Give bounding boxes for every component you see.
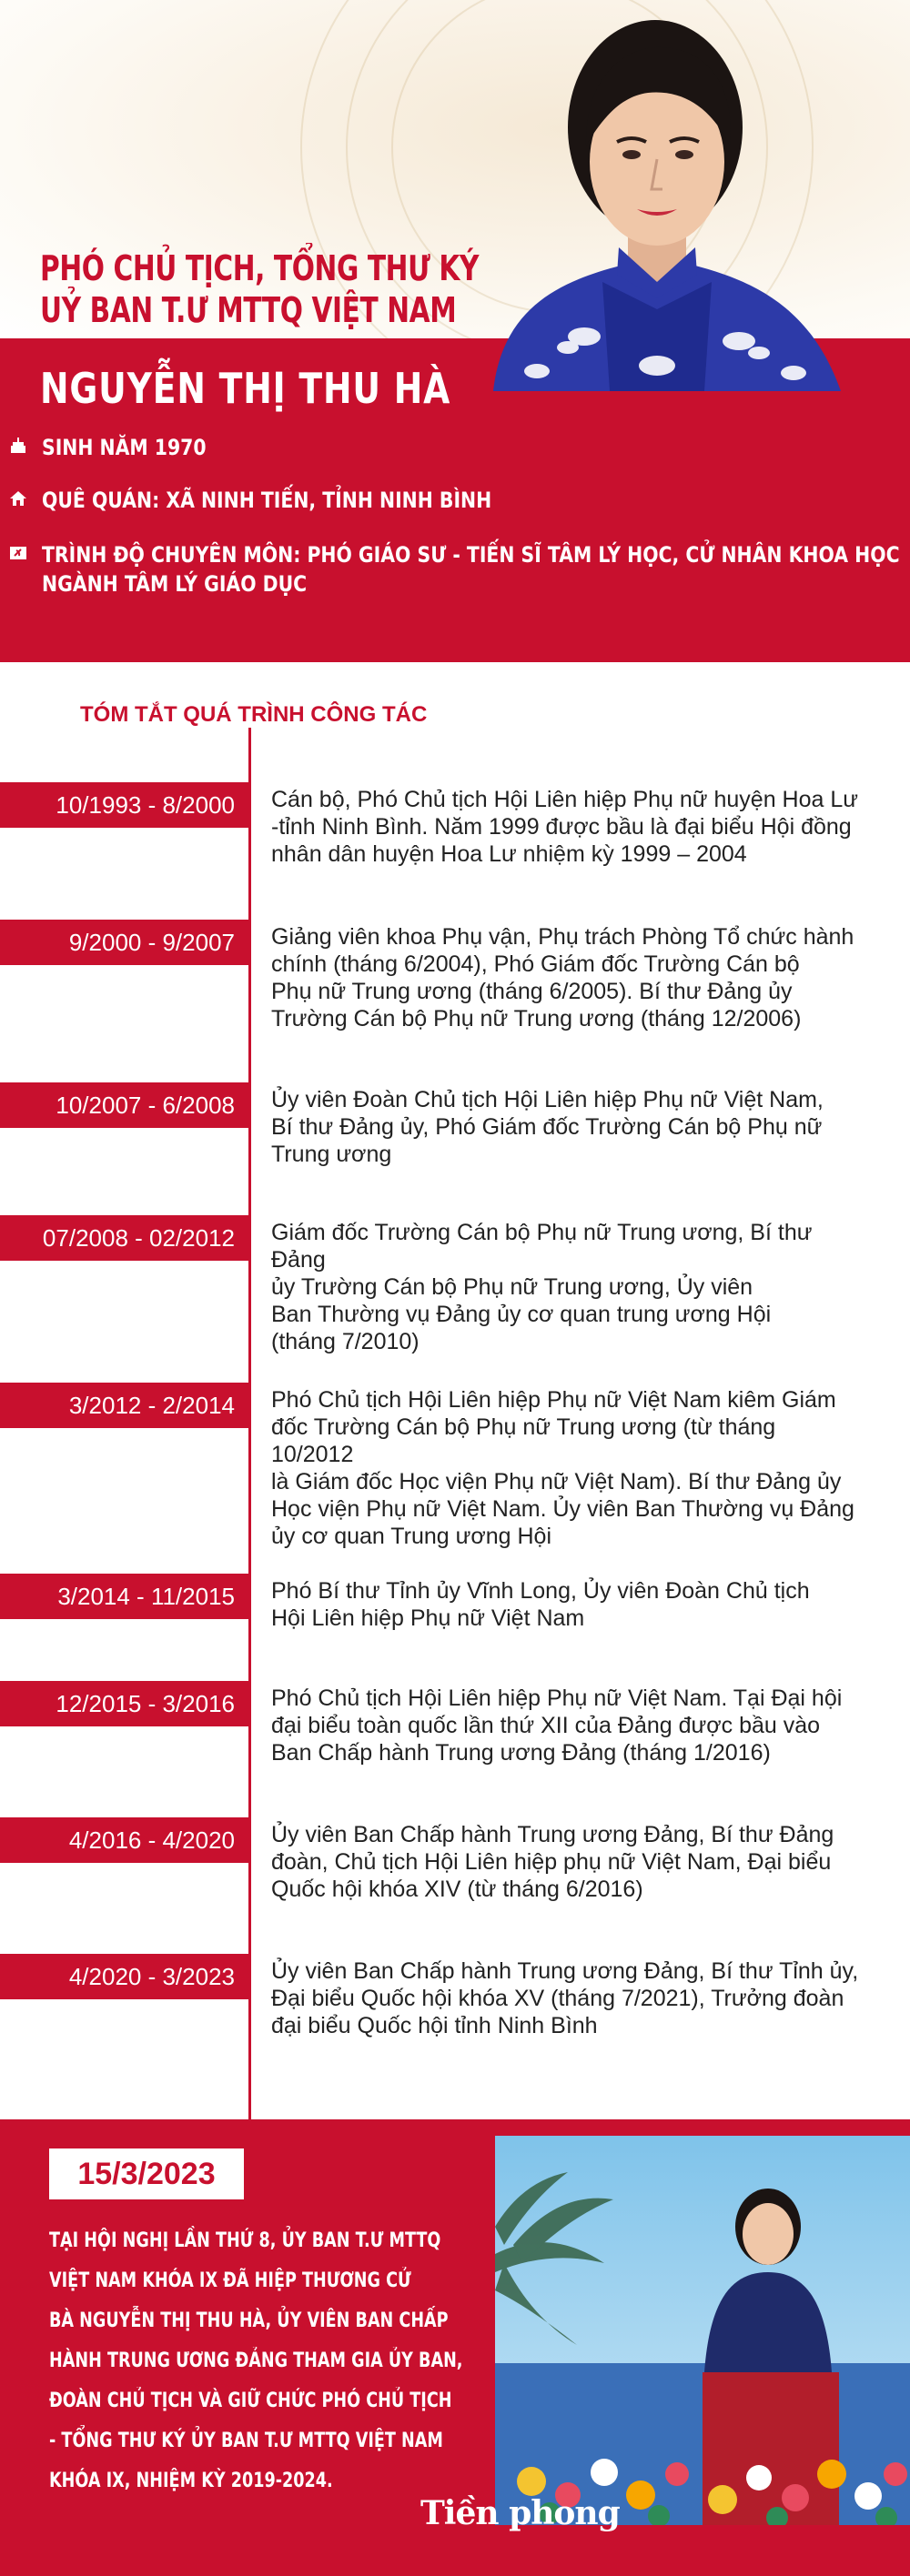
qualification-line-2: NGÀNH TÂM LÝ GIÁO DỤC [42, 571, 308, 597]
election-line: KHÓA IX, NHIỆM KỲ 2019-2024. [49, 2470, 333, 2492]
election-date-badge: 15/3/2023 [49, 2148, 244, 2199]
timeline-date: 10/2007 - 6/2008 [0, 1082, 249, 1128]
position-title-line-1: PHÓ CHỦ TỊCH, TỔNG THƯ KÝ [40, 248, 480, 288]
timeline-date: 07/2008 - 02/2012 [0, 1215, 249, 1261]
timeline-line: Ban Chấp hành Trung ương Đảng (tháng 1/2016) [271, 1740, 771, 1766]
timeline-description [271, 1386, 863, 1550]
timeline-line: Quốc hội khóa XIV (từ tháng 6/2016) [271, 1877, 643, 1902]
timeline-line: đoàn, Chủ tịch Hội Liên hiệp phụ nữ Việt Nam, Đại biểu [271, 1849, 832, 1875]
timeline-date: 4/2020 - 3/2023 [0, 1954, 249, 1999]
timeline-line: Đại biểu Quốc hội khóa XV (tháng 7/2021), Trưởng đoàn [271, 1986, 844, 2011]
timeline-line: Ủy viên Ban Chấp hành Trung ương Đảng, Bí thư Đảng [271, 1822, 834, 1847]
election-section [0, 2119, 910, 2576]
election-line: ĐOÀN CHỦ TỊCH VÀ GIỮ CHỨC PHÓ CHỦ TỊCH [49, 2390, 452, 2412]
party-flag-icon [9, 544, 27, 562]
position-title-line-2: UỶ BAN T.Ư MTTQ VIỆT NAM [40, 290, 457, 330]
election-line: BÀ NGUYỄN THỊ THU HÀ, ỦY VIÊN BAN CHẤP [49, 2309, 449, 2332]
election-description [49, 2221, 504, 2501]
birth-year-text: SINH NĂM 1970 [42, 435, 207, 460]
timeline-line: Bí thư Đảng ủy, Phó Giám đốc Trường Cán bộ Phụ nữ [271, 1114, 823, 1140]
timeline-line: Trường Cán bộ Phụ nữ Trung ương (tháng 12/2006) [271, 1006, 802, 1031]
timeline-line: Hội Liên hiệp Phụ nữ Việt Nam [271, 1605, 585, 1631]
info-qualification [9, 540, 910, 599]
election-line: TẠI HỘI NGHỊ LẦN THỨ 8, ỦY BAN T.Ư MTTQ [49, 2229, 441, 2252]
timeline-date: 3/2012 - 2/2014 [0, 1383, 249, 1428]
timeline-line: Giảng viên khoa Phụ vận, Phụ trách Phòng Tổ chức hành [271, 924, 854, 950]
birthday-cake-icon [9, 437, 27, 455]
timeline-line: Ủy viên Đoàn Chủ tịch Hội Liên hiệp Phụ nữ Việt Nam, [271, 1087, 824, 1112]
portrait-photo [466, 9, 866, 391]
timeline-line: Phó Chủ tịch Hội Liên hiệp Phụ nữ Việt Nam kiêm Giám [271, 1387, 836, 1413]
timeline-title: TÓM TẮT QUÁ TRÌNH CÔNG TÁC [80, 702, 428, 727]
tienphong-logo: Tiền phong [420, 2494, 620, 2532]
timeline-description [271, 1086, 863, 1168]
qualification-text [42, 540, 910, 599]
timeline-line: (tháng 7/2010) [271, 1329, 420, 1354]
timeline-date: 3/2014 - 11/2015 [0, 1574, 249, 1619]
timeline-line: -tỉnh Ninh Bình. Năm 1999 được bầu là đại biểu Hội đồng [271, 814, 852, 840]
timeline-line: Phó Bí thư Tỉnh ủy Vĩnh Long, Ủy viên Đoàn Chủ tịch [271, 1578, 810, 1604]
person-name: NGUYỄN THỊ THU HÀ [40, 364, 451, 413]
timeline-description [271, 1957, 863, 2039]
timeline-line: là Giám đốc Học viện Phụ nữ Việt Nam). Bí thư Đảng ủy [271, 1469, 842, 1494]
timeline-date: 12/2015 - 3/2016 [0, 1681, 249, 1726]
timeline-line: Giám đốc Trường Cán bộ Phụ nữ Trung ương, Bí thư Đảng [271, 1220, 813, 1273]
timeline-line: Cán bộ, Phó Chủ tịch Hội Liên hiệp Phụ nữ huyện Hoa Lư [271, 787, 858, 812]
home-icon [9, 489, 27, 508]
timeline-date: 4/2016 - 4/2020 [0, 1817, 249, 1863]
timeline-line: đại biểu toàn quốc lần thứ XII của Đảng được bầu vào [271, 1713, 821, 1738]
info-hometown [9, 486, 571, 515]
timeline-line: chính (tháng 6/2004), Phó Giám đốc Trường Cán bộ [271, 951, 800, 977]
timeline-line: ủy Trường Cán bộ Phụ nữ Trung ương, Ủy viên [271, 1274, 753, 1300]
election-line: VIỆT NAM KHÓA IX ĐÃ HIỆP THƯƠNG CỬ [49, 2269, 411, 2292]
timeline-date: 10/1993 - 8/2000 [0, 782, 249, 828]
timeline-line: đại biểu Quốc hội tỉnh Ninh Bình [271, 2013, 598, 2038]
timeline-line: nhân dân huyện Hoa Lư nhiệm kỳ 1999 – 2004 [271, 841, 747, 867]
timeline-line: Ủy viên Ban Chấp hành Trung ương Đảng, Bí thư Tỉnh ủy, [271, 1958, 859, 1984]
timeline-line: Phó Chủ tịch Hội Liên hiệp Phụ nữ Việt Nam. Tại Đại hội [271, 1685, 843, 1711]
election-line: - TỔNG THƯ KÝ ỦY BAN T.Ư MTTQ VIỆT NAM [49, 2430, 443, 2452]
timeline-line: Phụ nữ Trung ương (tháng 6/2005). Bí thư Đảng ủy [271, 979, 793, 1004]
hometown-text: QUÊ QUÁN: XÃ NINH TIẾN, TỈNH NINH BÌNH [42, 488, 492, 513]
timeline-line: Học viện Phụ nữ Việt Nam. Ủy viên Ban Thường vụ Đảng [271, 1496, 854, 1522]
timeline-description [271, 1685, 863, 1766]
timeline-description [271, 1577, 863, 1632]
timeline-line: Trung ương [271, 1142, 392, 1167]
timeline-line: đốc Trường Cán bộ Phụ nữ Trung ương (từ tháng 10/2012 [271, 1414, 776, 1467]
election-line: HÀNH TRUNG ƯƠNG ĐẢNG THAM GIA ỦY BAN, [49, 2350, 463, 2372]
timeline-date: 9/2000 - 9/2007 [0, 920, 249, 965]
timeline-description [271, 786, 863, 868]
info-birth-year [9, 433, 235, 462]
timeline-line: ủy cơ quan Trung ương Hội [271, 1524, 552, 1549]
timeline-description [271, 923, 863, 1032]
timeline-line: Ban Thường vụ Đảng ủy cơ quan trung ương Hội [271, 1302, 772, 1327]
event-photo [495, 2136, 910, 2525]
timeline-description [271, 1219, 863, 1355]
timeline-description [271, 1821, 863, 1903]
qualification-line-1: TRÌNH ĐỘ CHUYÊN MÔN: PHÓ GIÁO SƯ - TIẾN SĨ TÂM LÝ HỌC, CỬ NHÂN KHOA HỌC [42, 542, 900, 568]
